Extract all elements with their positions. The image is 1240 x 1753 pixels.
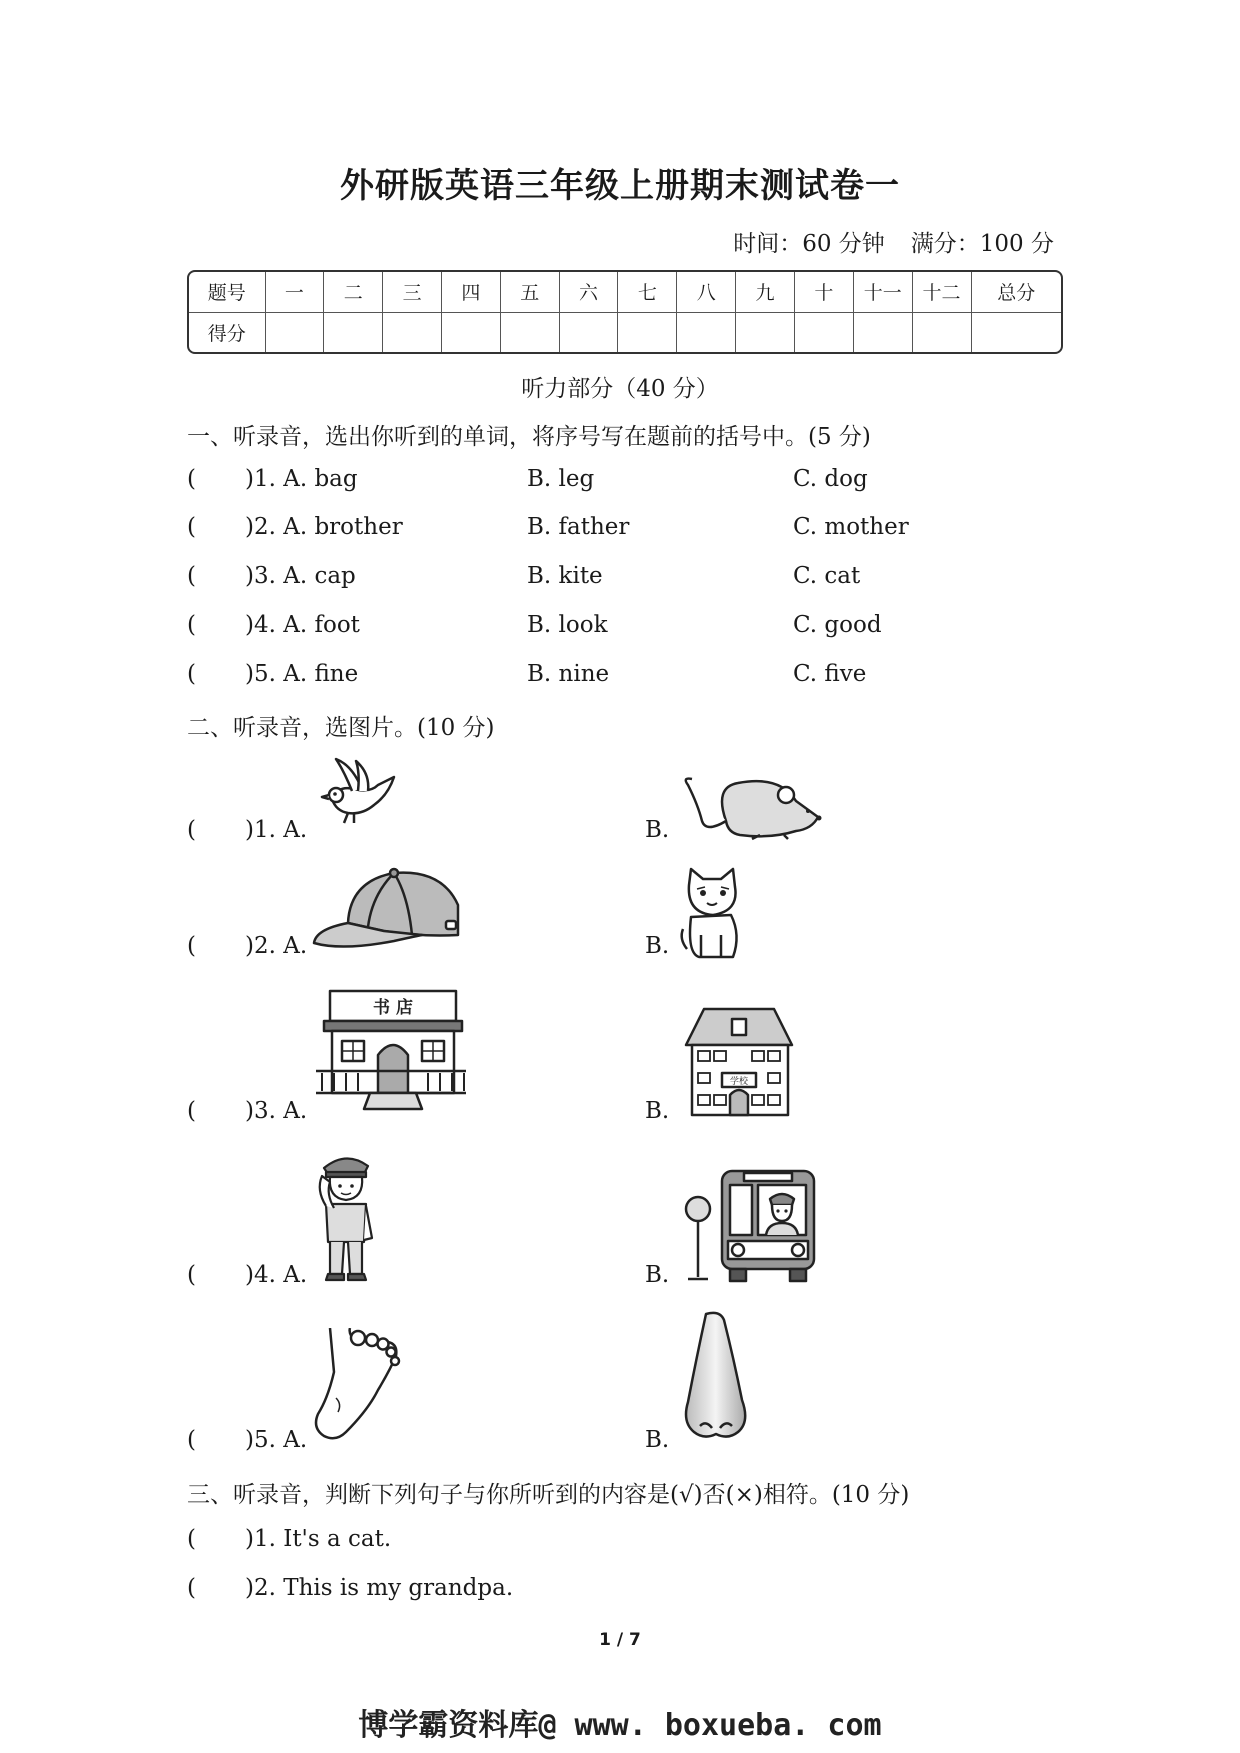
score-cell[interactable] (441, 312, 500, 352)
answer-paren[interactable]: ( (187, 1575, 196, 1601)
score-col-8: 八 (677, 272, 736, 312)
answer-paren[interactable]: ( (187, 612, 196, 638)
score-col-1: 一 (265, 272, 324, 312)
option-b: B. look (527, 612, 608, 638)
option-a: )3. A. cap (245, 563, 356, 589)
q1-item-3 (187, 563, 987, 595)
score-cell[interactable] (559, 312, 618, 352)
statement: )1. It's a cat. (245, 1526, 392, 1552)
answer-paren[interactable]: ( (187, 933, 196, 959)
option-b: B. nine (527, 661, 610, 687)
answer-paren[interactable]: ( (187, 1427, 196, 1453)
q3-item-1 (187, 1526, 987, 1558)
option-b: B. (645, 1427, 670, 1453)
q1-item-5 (187, 661, 987, 693)
answer-paren[interactable]: ( (187, 563, 196, 589)
nose-picture[interactable] (680, 1310, 750, 1445)
q2-title: 二、听录音，选图片。(10 分) (187, 715, 495, 741)
foot-picture[interactable] (312, 1328, 402, 1443)
q3-item-2 (187, 1575, 987, 1607)
score-col-4: 四 (441, 272, 500, 312)
listening-section-header: 听力部分（40 分） (521, 376, 719, 402)
score-cell-total[interactable] (971, 312, 1061, 352)
option-c: C. good (793, 612, 882, 638)
score-table (187, 270, 1063, 354)
score-table-row1-label: 题号 (189, 272, 265, 312)
school-picture[interactable] (682, 1005, 797, 1120)
score-cell[interactable] (677, 312, 736, 352)
bookstore-picture[interactable] (312, 985, 472, 1115)
q2-item-4 (187, 1262, 987, 1294)
q2-item-1 (187, 817, 987, 849)
option-b: B. (645, 933, 670, 959)
option-a: )2. A. (245, 933, 308, 959)
q1-item-1 (187, 466, 987, 498)
q2-item-3 (187, 1098, 987, 1130)
cat-picture[interactable] (677, 865, 747, 960)
option-c: C. five (793, 661, 867, 687)
q1-item-2 (187, 514, 987, 546)
exam-full-score: 满分：100 分 (910, 231, 1054, 257)
option-a: )5. A. fine (245, 661, 359, 687)
score-cell[interactable] (500, 312, 559, 352)
bird-picture[interactable] (318, 755, 398, 830)
answer-paren[interactable]: ( (187, 514, 196, 540)
q2-item-5 (187, 1427, 987, 1459)
option-b: B. kite (527, 563, 603, 589)
option-a: )5. A. (245, 1427, 308, 1453)
score-cell[interactable] (324, 312, 383, 352)
option-b: B. (645, 1098, 670, 1124)
cap-picture[interactable] (312, 865, 467, 955)
page-number: 1 / 7 (599, 1630, 641, 1650)
score-cell[interactable] (794, 312, 853, 352)
mouse-picture[interactable] (680, 775, 830, 843)
option-b: B. (645, 817, 670, 843)
score-cell[interactable] (912, 312, 971, 352)
score-cell[interactable] (853, 312, 912, 352)
watermark: 博学霸资料库@ www. boxueba. com (358, 1708, 882, 1743)
option-a: )4. A. foot (245, 612, 360, 638)
policeman-picture[interactable] (312, 1150, 380, 1285)
score-col-total: 总分 (971, 272, 1061, 312)
score-table-header-row (189, 272, 1061, 312)
option-a: )4. A. (245, 1262, 308, 1288)
score-col-3: 三 (383, 272, 442, 312)
score-cell[interactable] (736, 312, 795, 352)
answer-paren[interactable]: ( (187, 1098, 196, 1124)
answer-paren[interactable]: ( (187, 466, 196, 492)
option-a: )1. A. (245, 817, 308, 843)
option-a: )3. A. (245, 1098, 308, 1124)
bookstore-sign: 书 店 (373, 998, 413, 1018)
score-table-score-row (189, 312, 1061, 352)
page-title: 外研版英语三年级上册期末测试卷一 (340, 166, 900, 206)
exam-time: 时间：60 分钟 (733, 231, 885, 257)
q3-title: 三、听录音，判断下列句子与你所听到的内容是(√)否(×)相符。(10 分) (187, 1482, 910, 1508)
option-a: )2. A. brother (245, 514, 403, 540)
bus-driver-picture[interactable] (680, 1165, 820, 1285)
score-cell[interactable] (618, 312, 677, 352)
score-col-10: 十 (794, 272, 853, 312)
option-b: B. father (527, 514, 630, 540)
answer-paren[interactable]: ( (187, 661, 196, 687)
q1-title: 一、听录音，选出你听到的单词，将序号写在题前的括号中。(5 分) (187, 424, 871, 450)
option-b: B. (645, 1262, 670, 1288)
exam-meta (733, 225, 1054, 258)
school-sign: 学校 (729, 1077, 749, 1087)
answer-paren[interactable]: ( (187, 817, 196, 843)
score-cell[interactable] (265, 312, 324, 352)
option-c: C. cat (793, 563, 861, 589)
score-table-row2-label: 得分 (189, 312, 265, 352)
score-col-9: 九 (736, 272, 795, 312)
option-a: )1. A. bag (245, 466, 358, 492)
score-col-12: 十二 (912, 272, 971, 312)
score-cell[interactable] (383, 312, 442, 352)
score-col-6: 六 (559, 272, 618, 312)
answer-paren[interactable]: ( (187, 1262, 196, 1288)
option-c: C. dog (793, 466, 868, 492)
q1-item-4 (187, 612, 987, 644)
score-col-2: 二 (324, 272, 383, 312)
q2-item-2 (187, 933, 987, 965)
score-col-11: 十一 (853, 272, 912, 312)
score-col-5: 五 (500, 272, 559, 312)
statement: )2. This is my grandpa. (245, 1575, 514, 1601)
option-b: B. leg (527, 466, 595, 492)
option-c: C. mother (793, 514, 909, 540)
answer-paren[interactable]: ( (187, 1526, 196, 1552)
score-col-7: 七 (618, 272, 677, 312)
